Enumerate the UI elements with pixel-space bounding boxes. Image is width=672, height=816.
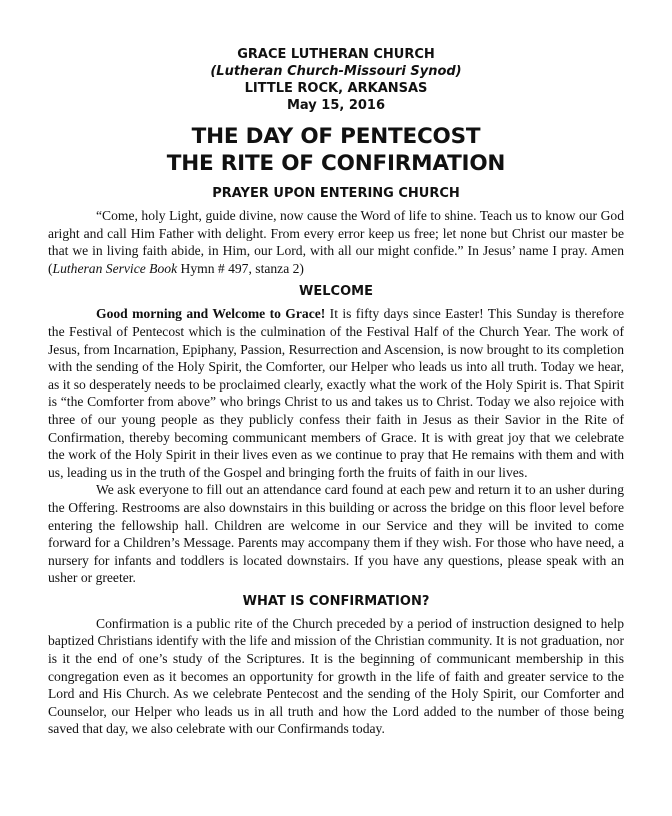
prayer-heading: PRAYER UPON ENTERING CHURCH [212, 186, 460, 201]
confirmation-paragraph: Confirmation is a public rite of the Church preceded by a period of instruction designed to help baptized Christians identify with the life and mission of the Christian community. It is not graduation, nor is it the end of one’s study of the Scriptures. It is the beginning of communicant membership in this congregation even as it becomes an opportunity for growth in the life of faith and greater service to the Lord and His Church. As we celebrate Pentecost and the sending of the Holy Spirit, our Comforter and Counselor, our Helper who leads us in all truth and how the Lord added to the number of those being saved that day, we also celebrate with our Confirmands today. [48, 615, 624, 737]
confirmation-heading: WHAT IS CONFIRMATION? [242, 593, 430, 609]
prayer-source: Lutheran Service Book [52, 260, 178, 276]
welcome-lead: Good morning and Welcome to Grace! [96, 306, 326, 322]
welcome-paragraph-2: We ask everyone to fill out an attendance card found at each pew and return it to an usher during the Offering. Restrooms are also downstairs in this building or across the bridge on this floor level before entering the fellowship hall. Children are welcome in our Service and they will be invited to come forward for a Children’s Message. Parents may accompany them if they wish. For those who have need, a nursery for infants and toddlers is located downstairs. If you have any questions, please speak with an usher or greeter. [48, 482, 624, 586]
prayer-citation: Hymn # 497, stanza 2) [177, 260, 304, 276]
prayer-paragraph [48, 207, 624, 277]
church-name: GRACE LUTHERAN CHURCH [237, 47, 435, 62]
title-confirmation: THE RITE OF CONFIRMATION [166, 151, 506, 176]
welcome-paragraph-1 [48, 305, 624, 481]
welcome-text-1: It is fifty days since Easter! This Sunday is therefore the Festival of Pentecost which is the culmination of the Festival Half of the Church Year. The work of Jesus, from Incarnation, Epiphany, Passion, Resurrection and Ascension, is now brought to its completion with the sending of the Holy Spirit, the Comforter, our Helper who leads us into all truth. Today we hear, as it so desperately needs to be proclaimed clearly, exactly what the work of the Holy Spirit is. That Spirit is “the Comforter from above” who brings Christ to us and takes us to Christ. Today we also rejoice with three of our young people as they publicly confess their faith in Jesus as their Savior in the Rite of Confirmation, thereby becoming communicant members of Grace. It is with great joy that we celebrate the work of the Holy Spirit in their lives even as we continue to pray that He remains with them and with us, leading us in the truth of the Gospel and bringing forth the fruits of faith in our lives. [48, 306, 624, 480]
prayer-text: “Come, holy Light, guide divine, now cause the Word of life to shine. Teach us to know our God aright and call Him Father with delight. From every error keep us free; let none but Christ our master be that we in living faith abide, in Him, our Lord, with all our might confide.” In Jesus’ name I pray. Amen ( [48, 208, 624, 276]
title-pentecost: THE DAY OF PENTECOST [191, 124, 481, 149]
bulletin-page [48, 46, 624, 738]
welcome-heading: WELCOME [299, 284, 373, 300]
church-location: LITTLE ROCK, ARKANSAS [244, 81, 428, 96]
service-date: May 15, 2016 [286, 98, 386, 113]
synod-name: (Lutheran Church-Missouri Synod) [210, 64, 462, 79]
